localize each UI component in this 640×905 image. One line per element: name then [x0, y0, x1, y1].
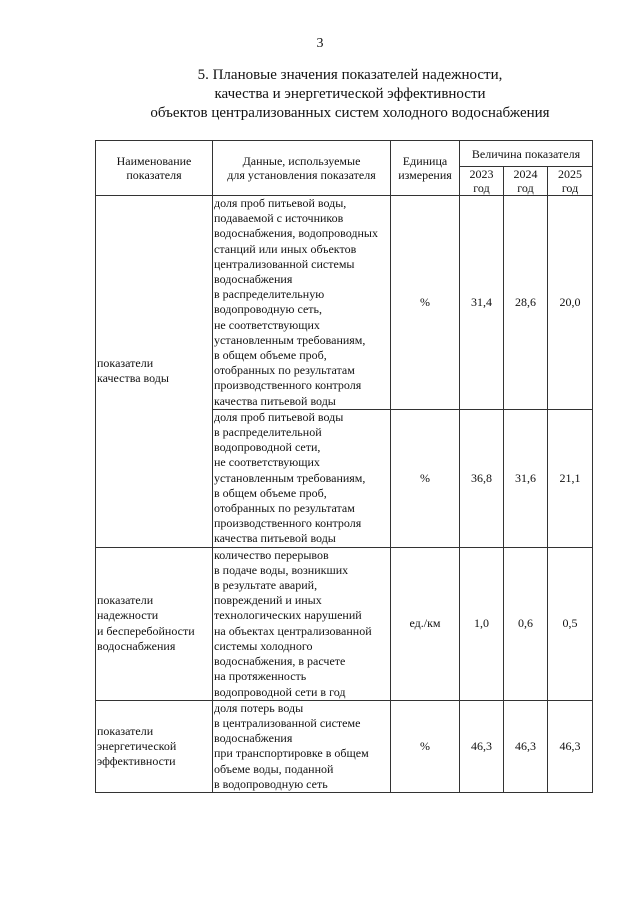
value-2024: 46,3 — [504, 700, 548, 792]
header-value-group: Величина показателя — [460, 141, 593, 167]
unit-cell: % — [391, 409, 460, 547]
indicator-data-cell: количество перерывов в подаче воды, возникших в результате аварий, повреждений и иных технологических нарушений на объектах централизованной системы холодного водоснабжения, в расчете на протяженность водопроводной сети в год — [213, 547, 391, 700]
title-line: 5. Плановые значения показателей надежности, — [197, 67, 503, 83]
page-number: 3 — [316, 36, 324, 51]
title-line: качества и энергетической эффективности — [214, 86, 486, 102]
value-2025: 21,1 — [548, 409, 593, 547]
value-2023: 31,4 — [460, 196, 504, 410]
indicator-name-cell: показатели качества воды — [96, 196, 213, 548]
unit-cell: % — [391, 700, 460, 792]
indicators-table — [95, 140, 593, 793]
header-indicator-name: Наименование показателя — [96, 141, 213, 196]
title-line: объектов централизованных систем холодного водоснабжения — [150, 105, 550, 121]
value-2024: 28,6 — [504, 196, 548, 410]
header-unit: Единица измерения — [391, 141, 460, 196]
indicator-data-cell: доля потерь воды в централизованной системе водоснабжения при транспортировке в общем объеме воды, поданной в водопроводную сеть — [213, 700, 391, 792]
table-row — [96, 547, 593, 700]
table-row — [96, 196, 593, 410]
value-2025: 20,0 — [548, 196, 593, 410]
value-2025: 0,5 — [548, 547, 593, 700]
table-row — [96, 700, 593, 792]
value-2023: 36,8 — [460, 409, 504, 547]
indicator-name-cell: показатели энергетической эффективности — [96, 700, 213, 792]
unit-cell: ед./км — [391, 547, 460, 700]
value-2023: 46,3 — [460, 700, 504, 792]
indicator-data-cell: доля проб питьевой воды в распределительной водопроводной сети, не соответствующих установленным требованиям, в общем объеме проб, отобранных по результатам производственного контроля качества питьевой воды — [213, 409, 391, 547]
indicator-name-cell: показатели надежности и бесперебойности водоснабжения — [96, 547, 213, 700]
section-title — [100, 66, 600, 123]
value-2024: 0,6 — [504, 547, 548, 700]
header-year-2023: 2023 год — [460, 167, 504, 196]
indicator-data-cell: доля проб питьевой воды, подаваемой с источников водоснабжения, водопроводных станций или иных объектов централизованной системы водоснабжения в распределительную водопроводную сеть, не соответствующих установленным требованиям, в общем объеме проб, отобранных по результатам производственного контроля качества питьевой воды — [213, 196, 391, 410]
value-2024: 31,6 — [504, 409, 548, 547]
header-data-used: Данные, используемые для установления показателя — [213, 141, 391, 196]
header-year-2025: 2025 год — [548, 167, 593, 196]
unit-cell: % — [391, 196, 460, 410]
value-2025: 46,3 — [548, 700, 593, 792]
value-2023: 1,0 — [460, 547, 504, 700]
header-year-2024: 2024 год — [504, 167, 548, 196]
